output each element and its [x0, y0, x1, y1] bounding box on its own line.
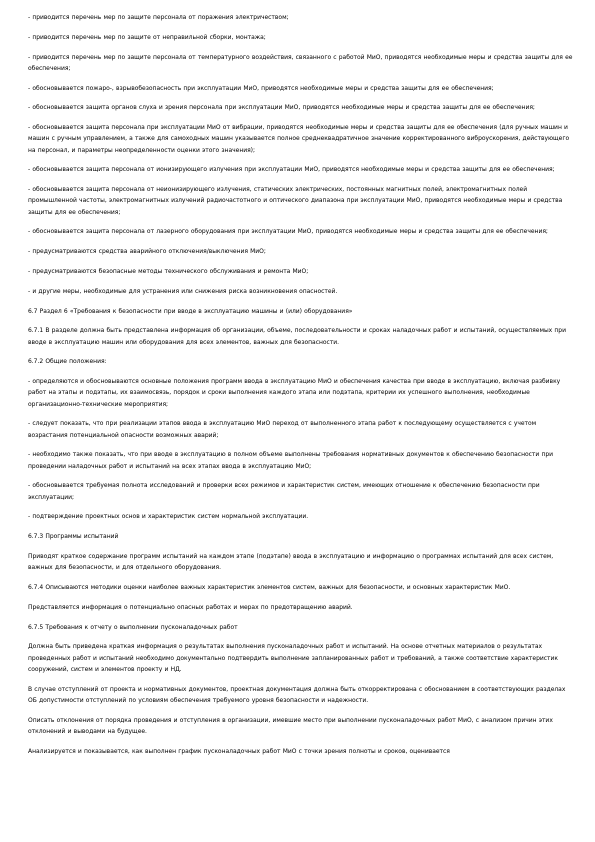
subsection-heading: 6.7.2 Общие положения: [28, 358, 107, 366]
list-item: - следует показать, что при реализации этапов ввода в эксплуатацию МиО переход от выполненного этапа работ к последующему осуществляется с учетом возрастания потенциальной опасности возможных аварий; [28, 420, 537, 439]
body-paragraph: Должна быть приведена краткая информация о результатах выполнения пусконаладочных работ и испытаний. На основе отчетных материалов о результатах проведенных работ и испытаний необходимо документально подтвердить выполнение запланированных работ и требований, а также соответствие характеристик сооружений, систем и элементов проекту и НД. [28, 643, 558, 673]
list-item: - приводится перечень мер по защите персонала от температурного воздействия, связанного с работой МиО, приводятся необходимые меры и средства защиты для ее обеспечения; [28, 53, 573, 72]
list-item: - приводится перечень мер по защите от неправильной сборки, монтажа; [28, 33, 266, 41]
subsection-heading: 6.7.5 Требования к отчету о выполнении пусконаладочных работ [28, 623, 238, 631]
body-paragraph: Представляется информация о потенциально опасных работах и мерах по предотвращению аварий. [28, 603, 353, 611]
list-item: - необходимо также показать, что при вводе в эксплуатацию в полном объеме выполнены требования нормативных документов к обеспечению безопасности при проведении наладочных работ и испытаний на всех этапах ввода в эксплуатацию МиО; [28, 451, 554, 470]
list-item: - обосновывается защита персонала от лазерного оборудования при эксплуатации МиО, приводятся необходимые меры и средства защиты для ее обеспечения; [28, 228, 548, 236]
list-item: - и другие меры, необходимые для устранения или снижения риска возникновения опасностей. [28, 287, 338, 295]
list-item: - обосновывается защита персонала от неионизирующего излучения, статических электрических, постоянных магнитных полей, электромагнитных полей промышленной частоты, электромагнитных излучений радиочастотного и оптического диапазона при эксплуатации МиО, приводятся необходимые меры и средства защиты для ее обеспечения; [28, 186, 563, 216]
list-item: - предусматриваются средства аварийного отключения/выключения МиО; [28, 248, 266, 256]
body-paragraph: Описать отклонения от порядка проведения и отступления в организации, имевшие место при выполнении пусконаладочных работ МиО, с анализом причин этих отклонений и выводами на будущее. [28, 716, 553, 735]
list-item: - обосновывается защита персонала от ионизирующего излучения при эксплуатации МиО, приводятся необходимые меры и средства защиты для ее обеспечения; [28, 166, 555, 174]
list-item: - обосновывается пожаро-, взрывобезопасность при эксплуатации МиО, приводятся необходимые меры и средства защиты для ее обеспечения; [28, 84, 494, 92]
body-paragraph: Приводят краткое содержание программ испытаний на каждом этапе (подэтапе) ввода в эксплуатацию и информацию о программах испытаний для всех систем, важных для безопасности, и для отдельного оборудования. [28, 552, 554, 572]
body-paragraph: Анализируется и показывается, как выполнен график пусконаладочных работ МиО с точки зрения полноты и сроков, оценивается [28, 747, 450, 755]
body-paragraph: В случае отступлений от проекта и нормативных документов, проектная документация должна быть откорректирована с обоснованием в соответствующих разделах ОБ допустимости отступлений по условиям обеспечения требуемого уровня безопасности и надежности. [28, 685, 566, 704]
section-heading: 6.7 Раздел 6 «Требования к безопасности при вводе в эксплуатацию машины и (или) оборудования» [28, 307, 353, 315]
list-item: - обосновывается защита персонала при эксплуатации МиО от вибрации, приводятся необходимые меры и средства защиты для ее обеспечения (для ручных машин и машин с ручным управлением, а также для самоходных машин указывается полное среднеквадратичное значение корректированного виброускорения, действующего на персонал, и параметры неопределенности оценки этого значения); [28, 124, 570, 154]
list-item: - приводится перечень мер по защите персонала от поражения электричеством; [28, 14, 289, 21]
body-paragraph: 6.7.1 В разделе должна быть представлена информация об организации, объеме, последовательности и сроках наладочных работ и испытаний, осуществляемых при вводе в эксплуатацию машин или оборудования для всех элементов, важных для безопасности. [28, 327, 566, 346]
list-item: - подтверждение проектных основ и характеристик систем нормальной эксплуатации. [28, 513, 309, 521]
subsection-heading: 6.7.3 Программы испытаний [28, 533, 119, 541]
list-item: - обосновывается защита органов слуха и зрения персонала при эксплуатации МиО, приводятся необходимые меры и средства защиты для ее обеспечения; [28, 104, 535, 112]
list-item: - обосновывается требуемая полнота исследований и проверки всех режимов и характеристик систем, имеющих отношение к обеспечению безопасности при эксплуатации; [28, 482, 540, 501]
body-paragraph: 6.7.4 Описываются методики оценки наиболее важных характеристик элементов систем, важных для безопасности, и основных характеристик МиО. [28, 583, 511, 591]
list-item: - определяются и обосновываются основные положения программ ввода в эксплуатацию МиО и обеспечения качества при вводе в эксплуатацию, включая разбивку работ на этапы и подэтапы, их взаимосвязь, порядок и сроки выполнения каждого этапа или подэтапа, критерии их успешного выполнения, необходимые организационно-технические мероприятия; [28, 378, 561, 408]
list-item: - предусматриваются безопасные методы технического обслуживания и ремонта МиО; [28, 267, 309, 275]
